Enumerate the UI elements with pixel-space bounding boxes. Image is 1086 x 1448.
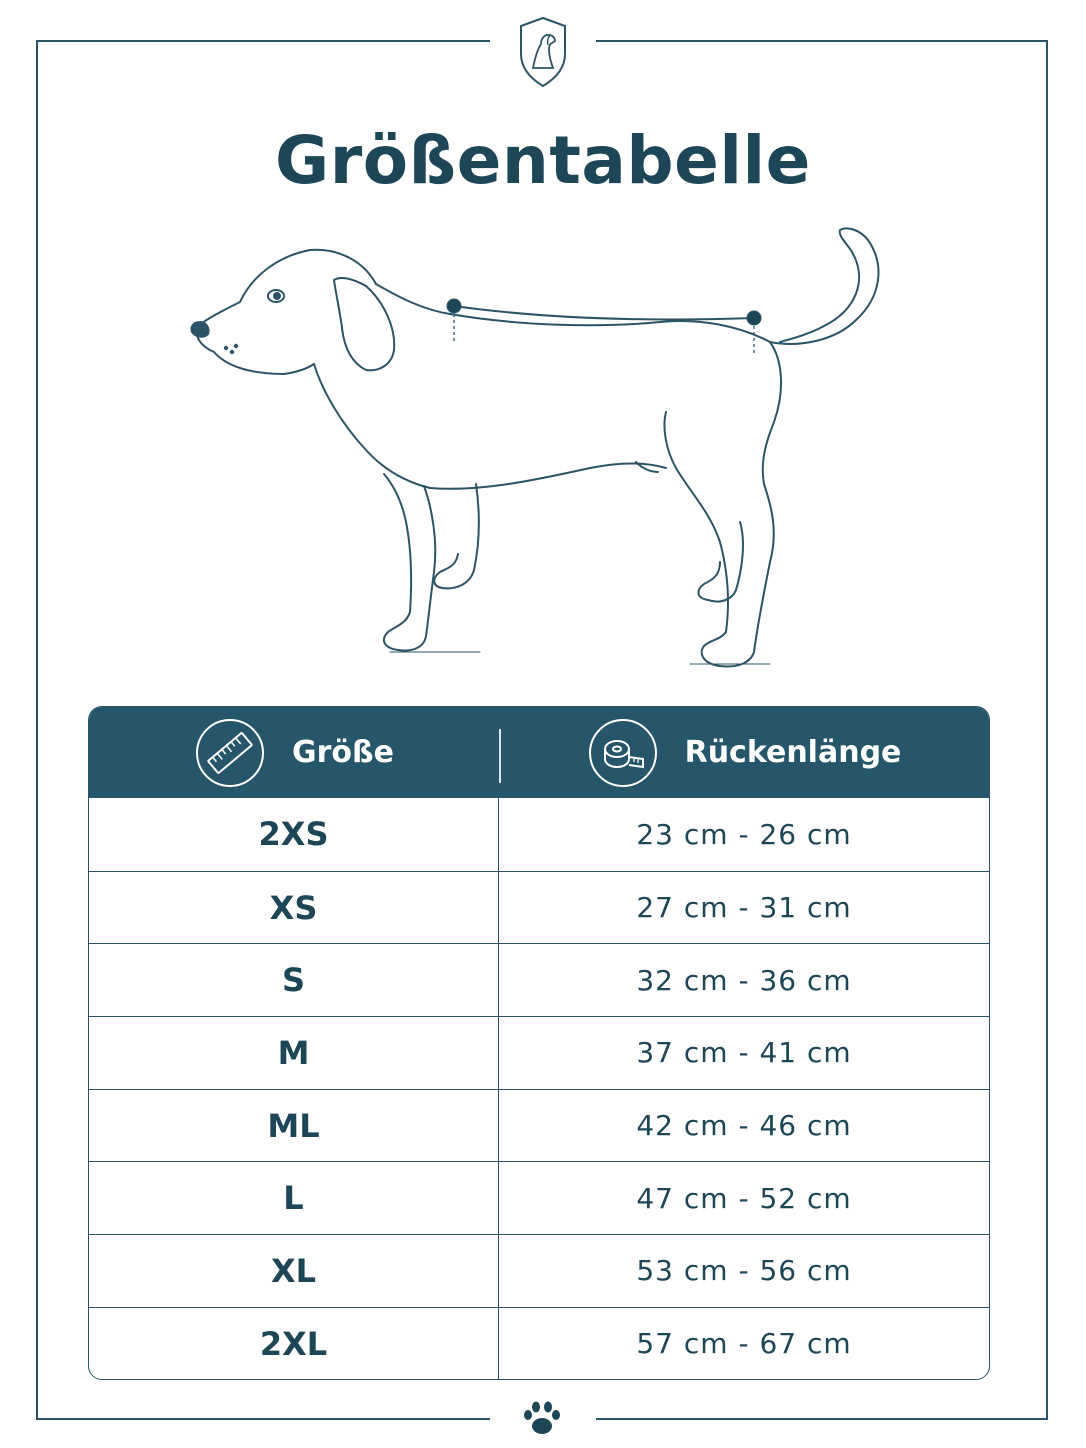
table-row [89, 1016, 989, 1089]
length-cell: 27 cm - 31 cm [636, 891, 852, 925]
size-cell: S [89, 944, 499, 1016]
table-header [89, 707, 989, 798]
header-divider [499, 729, 501, 783]
frame-bottom-right [596, 1418, 1048, 1420]
length-cell: 37 cm - 41 cm [636, 1036, 852, 1070]
header-size-label: Größe [292, 735, 394, 770]
dog-crest-icon [515, 14, 571, 90]
size-cell: L [89, 1162, 499, 1234]
ruler-icon [194, 717, 266, 789]
table-row [89, 871, 989, 944]
size-table [88, 706, 990, 1380]
table-row [89, 1307, 989, 1380]
header-length-label: Rückenlänge [684, 735, 902, 770]
frame-left [36, 40, 38, 1420]
length-cell: 32 cm - 36 cm [636, 963, 852, 997]
table-body [89, 798, 989, 1380]
size-cell: 2XS [89, 798, 499, 871]
length-cell: 42 cm - 46 cm [636, 1109, 852, 1143]
table-row [89, 943, 989, 1016]
frame-top-left [36, 40, 490, 42]
frame-bottom-left [36, 1418, 490, 1420]
paw-icon [520, 1398, 564, 1438]
table-row [89, 1161, 989, 1234]
size-cell: M [89, 1017, 499, 1089]
table-row [89, 798, 989, 871]
header-size [89, 707, 499, 798]
length-cell: 57 cm - 67 cm [636, 1327, 852, 1361]
size-cell: XS [89, 872, 499, 944]
length-cell: 23 cm - 26 cm [636, 817, 852, 851]
length-cell: 53 cm - 56 cm [636, 1254, 852, 1288]
length-cell: 47 cm - 52 cm [636, 1181, 852, 1215]
size-cell: ML [89, 1090, 499, 1162]
table-row [89, 1089, 989, 1162]
header-length [499, 707, 989, 798]
size-cell: 2XL [89, 1308, 499, 1380]
table-row [89, 1234, 989, 1307]
frame-right [1046, 40, 1048, 1420]
size-cell: XL [89, 1235, 499, 1307]
measuring-tape-icon [587, 717, 659, 789]
frame-top-right [596, 40, 1048, 42]
page-title: Größentabelle [275, 122, 811, 199]
dog-illustration [180, 222, 900, 682]
